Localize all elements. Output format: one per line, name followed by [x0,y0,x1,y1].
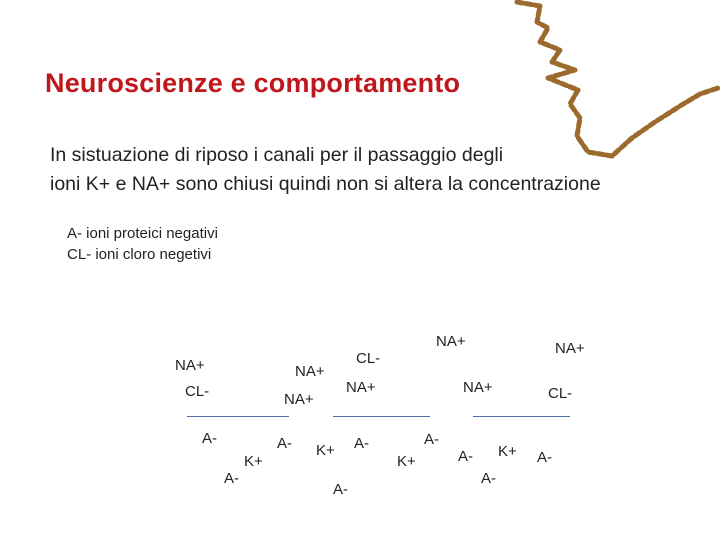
ion-a: A- [424,431,439,448]
ion-na: NA+ [346,379,376,396]
ion-a: A- [458,448,473,465]
ion-k: K+ [244,453,263,470]
ion-cl: CL- [356,350,381,367]
paragraph-line-2: ioni K+ e NA+ sono chiusi quindi non si altera la concentrazione [50,173,601,195]
ion-k: K+ [397,453,416,470]
ion-cl: CL- [548,385,573,402]
page-title: Neuroscienze e comportamento [45,68,461,98]
ion-a: A- [537,449,552,466]
ion-na: NA+ [436,333,466,350]
ion-a: A- [354,435,369,452]
paragraph-line-1: In sistuazione di riposo i canali per il passaggio degli [50,144,504,166]
legend-line-2: CL- ioni cloro negetivi [67,246,212,263]
paragraph [50,141,601,199]
ion-a: A- [202,430,217,447]
ion-a: A- [277,435,292,452]
membrane-segment-2 [333,416,430,417]
legend [67,223,218,265]
membrane-segment-3 [473,416,570,417]
ion-na: NA+ [555,340,585,357]
ion-k: K+ [316,442,335,459]
ion-na: NA+ [175,357,205,374]
membrane-segment-1 [187,416,289,417]
ion-na: NA+ [463,379,493,396]
ion-cl: CL- [185,383,210,400]
ion-a: A- [333,481,348,498]
ion-a: A- [481,470,496,487]
ion-na: NA+ [284,391,314,408]
ion-na: NA+ [295,363,325,380]
ion-a: A- [224,470,239,487]
legend-line-1: A- ioni proteici negativi [67,225,218,242]
ion-k: K+ [498,443,517,460]
